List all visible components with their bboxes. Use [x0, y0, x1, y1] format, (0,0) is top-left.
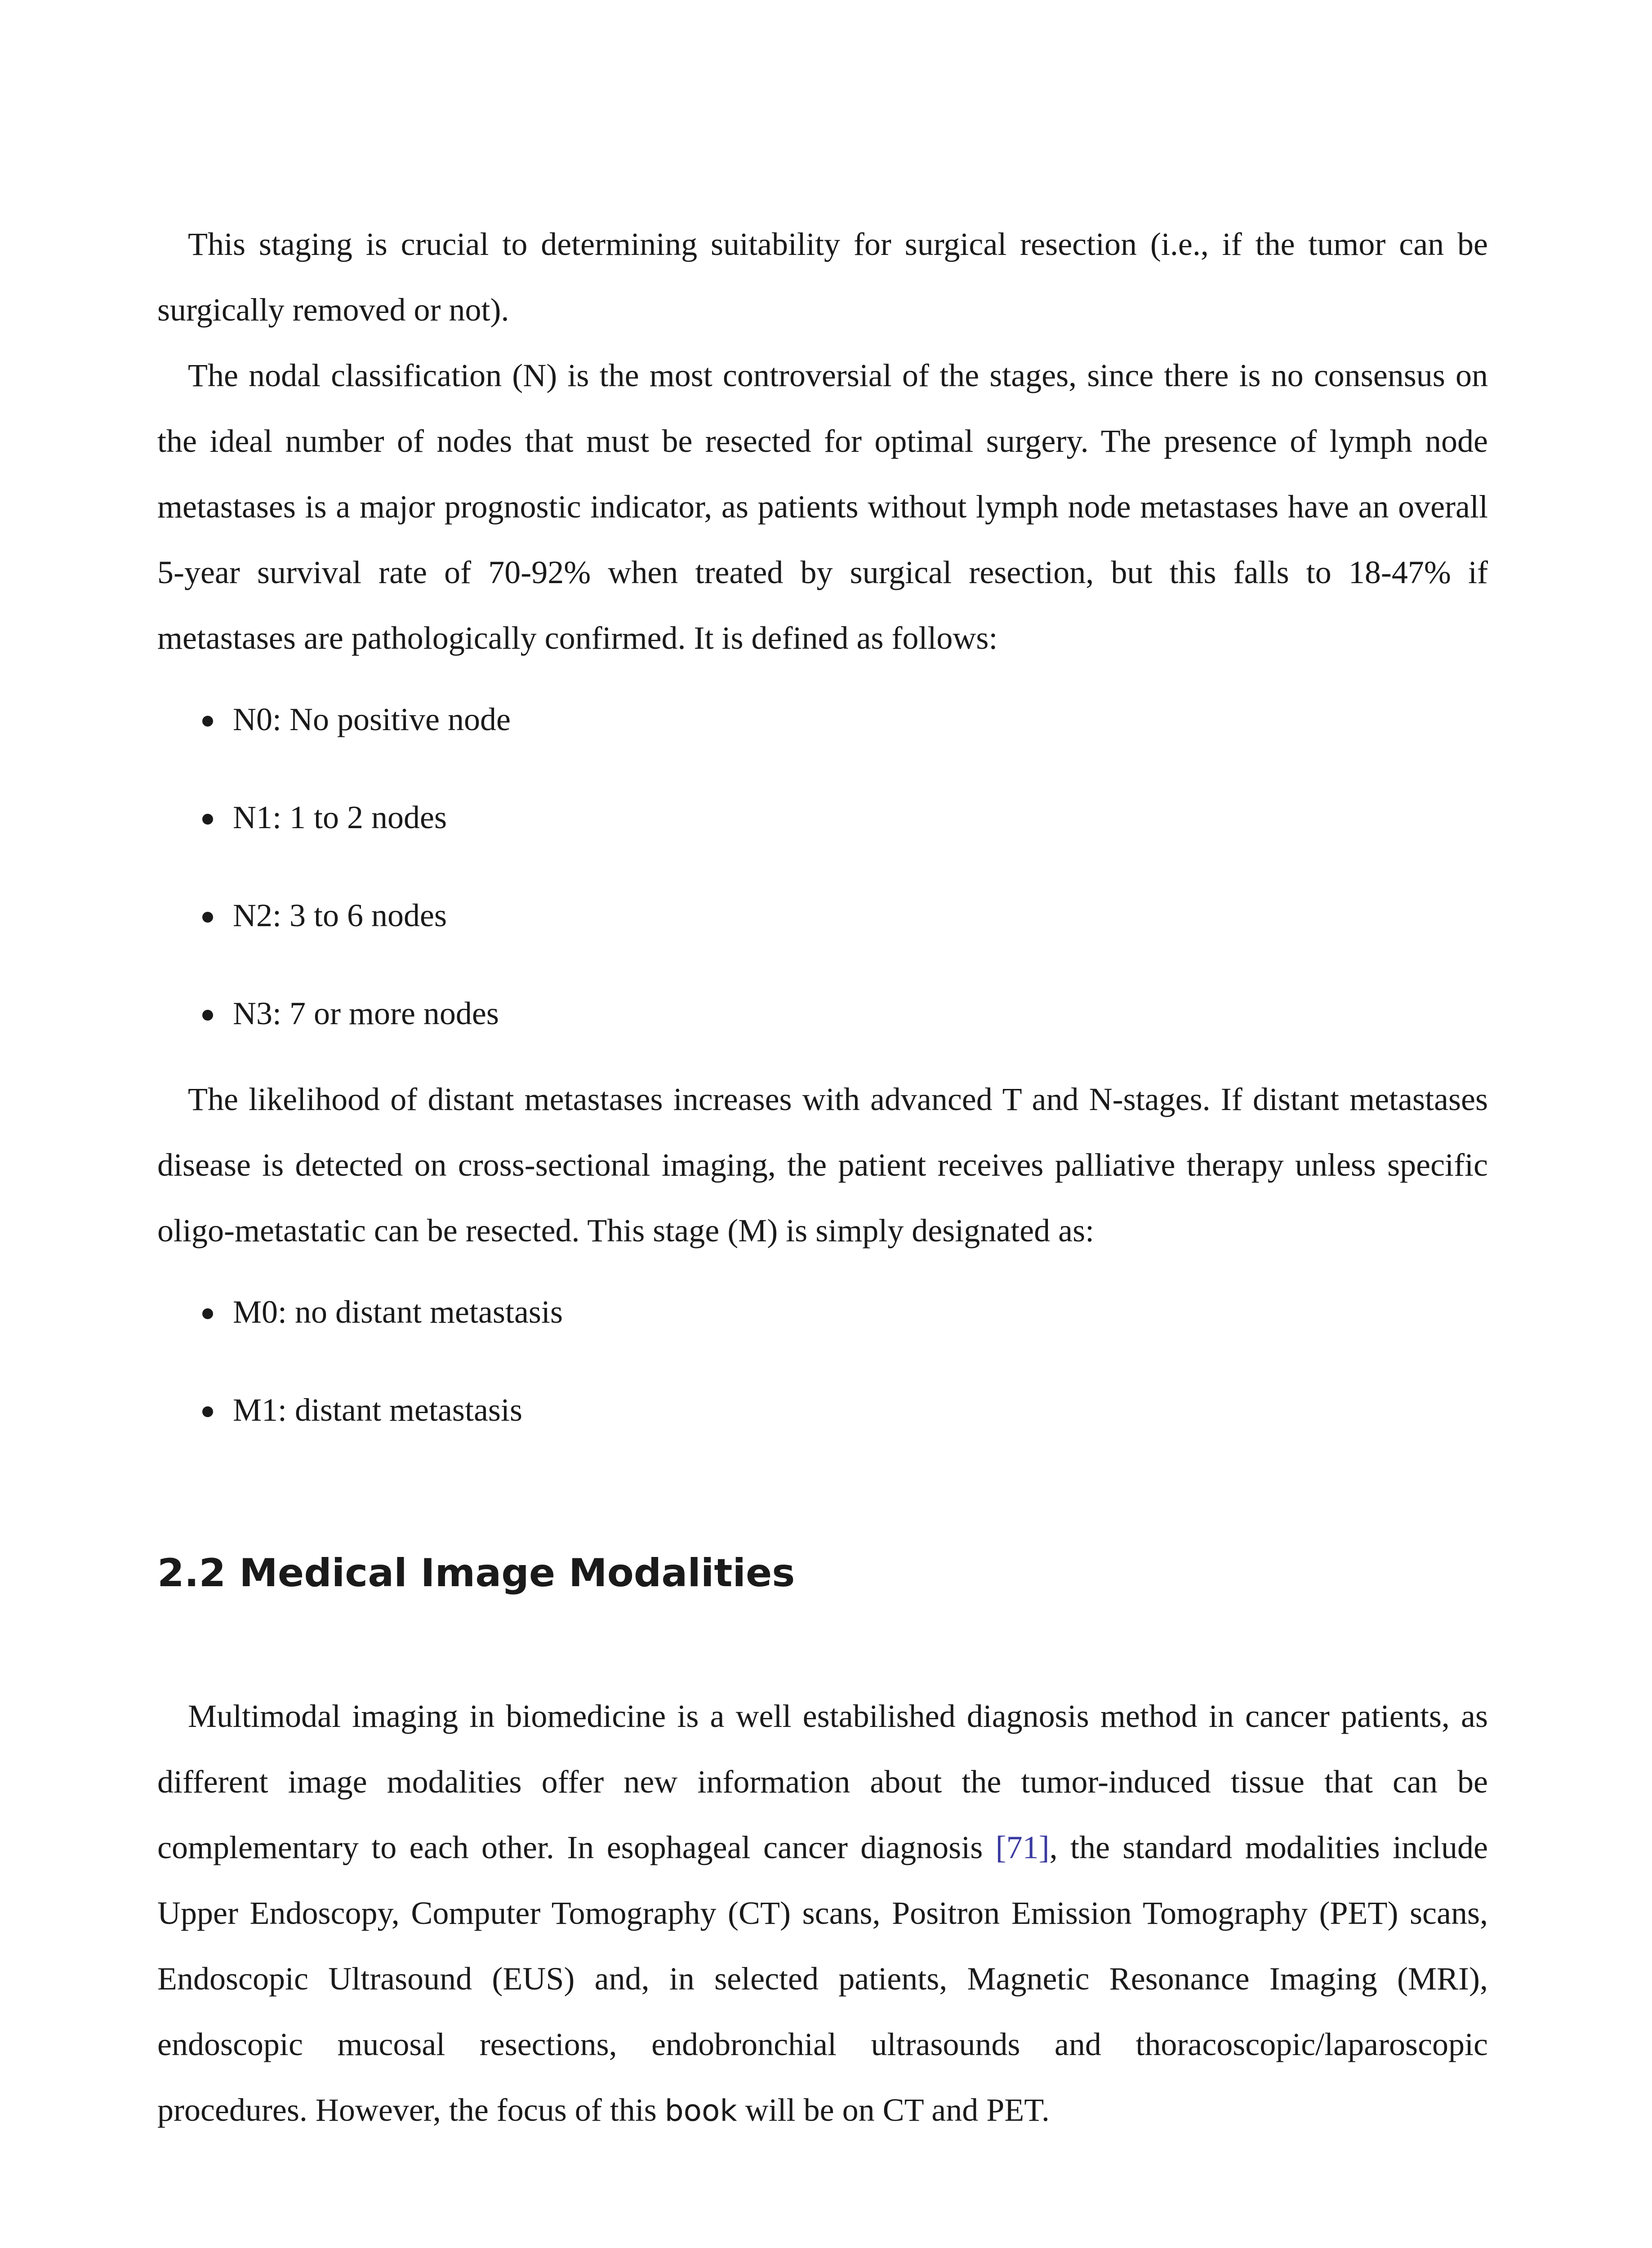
- list-item: [157, 992, 1488, 1035]
- citation-link[interactable]: [71]: [995, 1829, 1050, 1865]
- paragraph-text: Multimodal imaging in biomedicine is a well estabilished diagnosis method in cancer patients, as different image modalities offer new information about the tumor-induced tissue that can be complementary to each other. In esophageal cancer diagnosis: [157, 1698, 1488, 1865]
- list-item: [157, 796, 1488, 839]
- paragraph-distant-metastases: The likelihood of distant metastases increases with advanced T and N-stages. If distant metastases disease is detected on cross-sectional imaging, the patient receives palliative therapy unless specific oligo-metastatic can be resected. This stage (M) is simply designated as:: [157, 1081, 1488, 1249]
- paragraph-staging: This staging is crucial to determining suitability for surgical resection (i.e., if the tumor can be surgically removed or not).: [157, 226, 1488, 328]
- bullet-icon: [202, 912, 213, 923]
- paragraph-text: book: [664, 2093, 737, 2128]
- paragraph-nodal-classification: The nodal classification (N) is the most controversial of the stages, since there is no consensus on the ideal number of nodes that must be resected for optimal surgery. The presence of lymph node metastases is a major prognostic indicator, as patients without lymph node metastases have an overall 5-year survival rate of 70-92% when treated by surgical resection, but this falls to 18-47% if metastases are pathologically confirmed. It is defined as follows:: [157, 357, 1488, 656]
- page-content: [157, 211, 1488, 2144]
- bullet-icon: [202, 1308, 213, 1319]
- list-item-text: N0: No positive node: [233, 701, 511, 737]
- bullet-icon: [202, 1406, 213, 1417]
- paragraph-multimodal-imaging: [157, 1683, 1488, 2144]
- list-item-text: N1: 1 to 2 nodes: [233, 799, 447, 835]
- list-item: [157, 1388, 1488, 1432]
- list-item-text: N3: 7 or more nodes: [233, 995, 499, 1031]
- list-item-text: M0: no distant metastasis: [233, 1294, 563, 1330]
- list-item: [157, 894, 1488, 937]
- list-item: [157, 698, 1488, 741]
- bullet-icon: [202, 814, 213, 825]
- paragraph-text: , the standard modalities include Upper Endoscopy, Computer Tomography (CT) scans, Positron Emission Tomography (PET) scans, Endoscopic Ultrasound (EUS) and, in selected patients, Magnetic Resonance Imaging (MRI), endoscopic mucosal resections, endobronchial ultrasounds and thoracoscopic/laparoscopic procedures. However, the focus of this: [157, 1829, 1488, 2128]
- list-item: [157, 1290, 1488, 1334]
- bullet-icon: [202, 1010, 213, 1021]
- section-heading: 2.2 Medical Image Modalities: [157, 1551, 795, 1596]
- metastasis-stage-list: [157, 1290, 1488, 1432]
- nodal-stage-list: [157, 698, 1488, 1035]
- bullet-icon: [202, 716, 213, 727]
- paragraph-text: will be on CT and PET.: [737, 2092, 1050, 2128]
- list-item-text: N2: 3 to 6 nodes: [233, 897, 447, 933]
- list-item-text: M1: distant metastasis: [233, 1392, 522, 1428]
